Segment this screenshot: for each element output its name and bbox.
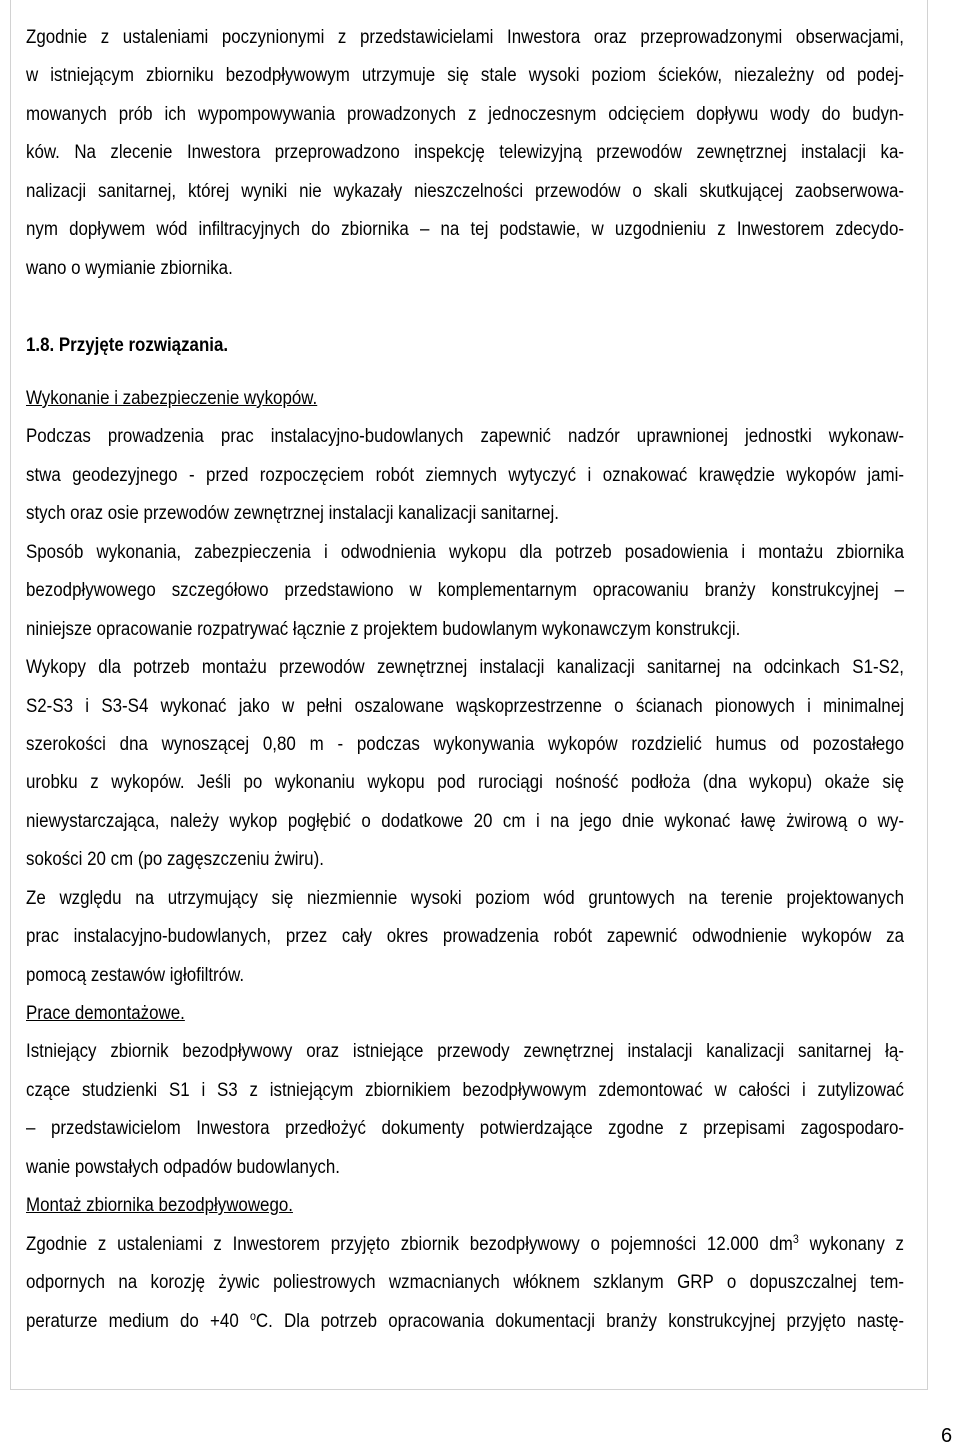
text-line: czące studzienki S1 i S3 z istniejącym zbiornikiem bezodpływowym zdemontować w całości i zutylizować bbox=[26, 1079, 904, 1101]
paragraph bbox=[26, 534, 904, 649]
text-line: Sposób wykonania, zabezpieczenia i odwodnienia wykopu dla potrzeb posadowienia i montażu zbiornika bbox=[26, 541, 904, 563]
subsection-title-tank-installation: Montaż zbiornika bezodpływowego. bbox=[26, 1195, 293, 1217]
text-line: odpornych na korozję żywic poliestrowych wzmacnianych włóknem szklanym GRP o dopuszczalnej tem- bbox=[26, 1272, 904, 1294]
text-line: Istniejący zbiornik bezodpływowy oraz istniejące przewody zewnętrznej instalacji kanalizacji sanitarnej łą- bbox=[26, 1041, 904, 1063]
text-line: urobku z wykopów. Jeśli po wykonaniu wykopu pod rurociągi nośność podłoża (dna wykopu) okaże się bbox=[26, 772, 904, 794]
text-line: wano o wymianie zbiornika. bbox=[26, 257, 233, 279]
paragraph bbox=[26, 1226, 904, 1341]
text-segment: peraturze medium do +40 bbox=[26, 1310, 250, 1332]
text-line: S2-S3 i S3-S4 wykonać jako w pełni oszalowane wąskoprzestrzenne o ścianach pionowych i minimalnej bbox=[26, 695, 904, 717]
text-line: prac instalacyjno-budowlanych, przez cały okres prowadzenia robót zapewnić odwodnienie wykopów za bbox=[26, 926, 904, 948]
text-line: Wykopy dla potrzeb montażu przewodów zewnętrznej instalacji kanalizacji sanitarnej na odcinkach S1-S2, bbox=[26, 657, 904, 679]
text-line: Ze względu na utrzymujący się niezmiennie wysoki poziom wód gruntowych na terenie projektowanych bbox=[26, 887, 904, 909]
text-line: w istniejącym zbiorniku bezodpływowym utrzymuje się stale wysoki poziom ścieków, niezależny od podej- bbox=[26, 65, 904, 87]
text-line: ków. Na zlecenie Inwestora przeprowadzono inspekcję telewizyjną przewodów zewnętrznej instalacji ka- bbox=[26, 142, 904, 164]
text-line: nalizacji sanitarnej, której wyniki nie wykazały nieszczelności przewodów o skali skutkującej zaobserwowa- bbox=[26, 180, 904, 202]
text-line bbox=[26, 1303, 904, 1341]
text-line: mowanych prób ich wypompowywania prowadzonych z jednoczesnym odcięciem dopływu wody do budyn- bbox=[26, 103, 904, 125]
page-number: 6 bbox=[941, 1425, 953, 1447]
text-line: stwa geodezyjnego - przed rozpoczęciem robót ziemnych wytyczyć i oznakować krawędzie wykopów jami- bbox=[26, 464, 904, 486]
subsections bbox=[26, 380, 904, 1341]
text-segment: Zgodnie z ustaleniami z Inwestorem przyjęto zbiornik bezodpływowy o pojemności 12.000 dm bbox=[26, 1233, 793, 1255]
subsection-title-demolition: Prace demontażowe. bbox=[26, 1003, 185, 1024]
text-line: niniejsze opracowanie rozpatrywać łącznie z projektem budowlanym wykonawczym konstrukcji. bbox=[26, 618, 741, 640]
text-line: sokości 20 cm (po zagęszczeniu żwiru). bbox=[26, 849, 324, 871]
text-line: stych oraz osie przewodów zewnętrznej instalacji kanalizacji sanitarnej. bbox=[26, 503, 559, 525]
text-segment: wykonany z bbox=[798, 1233, 904, 1255]
superscript: 3 bbox=[792, 1231, 799, 1246]
paragraph bbox=[26, 1033, 904, 1187]
text-line bbox=[26, 1226, 904, 1264]
text-line: Zgodnie z ustaleniami poczynionymi z przedstawicielami Inwestora oraz przeprowadzonymi obserwacjami, bbox=[26, 27, 904, 48]
section bbox=[26, 327, 904, 365]
intro-paragraph bbox=[26, 19, 904, 288]
paragraph bbox=[26, 418, 904, 533]
text-line: Podczas prowadzenia prac instalacyjno-budowlanych zapewnić nadzór uprawnionej jednostki wykonaw- bbox=[26, 426, 904, 448]
subsection-title-excavation: Wykonanie i zabezpieczenie wykopów. bbox=[26, 388, 318, 409]
text-line: – przedstawicielom Inwestora przedłożyć dokumenty potwierdzające zgodne z przepisami zagospodaro- bbox=[26, 1118, 904, 1140]
section-heading: 1.8. Przyjęte rozwiązania. bbox=[26, 335, 229, 356]
paragraph bbox=[26, 649, 904, 880]
text-line: nym dopływem wód infiltracyjnych do zbiornika – na tej podstawie, w uzgodnieniu z Inwestorem zdecydo- bbox=[26, 219, 904, 241]
text-segment: C. Dla potrzeb opracowania dokumentacji branży konstrukcyjnej przyjęto nastę- bbox=[255, 1310, 904, 1332]
text-line: niewystarczająca, należy wykop pogłębić o dodatkowe 20 cm i na jego dnie wykonać ławę żwirową o wy- bbox=[26, 810, 904, 832]
superscript: o bbox=[249, 1308, 256, 1323]
text-line: wanie powstałych odpadów budowlanych. bbox=[26, 1156, 340, 1178]
text-line: pomocą zestawów igłofiltrów. bbox=[26, 964, 245, 986]
text-line: szerokości dna wynoszącej 0,80 m - podczas wykonywania wykopów rozdzielić humus od pozostałego bbox=[26, 733, 904, 755]
paragraph bbox=[26, 880, 904, 995]
text-line: bezodpływowego szczegółowo przedstawiono w komplementarnym opracowaniu branży konstrukcyjnej – bbox=[26, 580, 904, 602]
